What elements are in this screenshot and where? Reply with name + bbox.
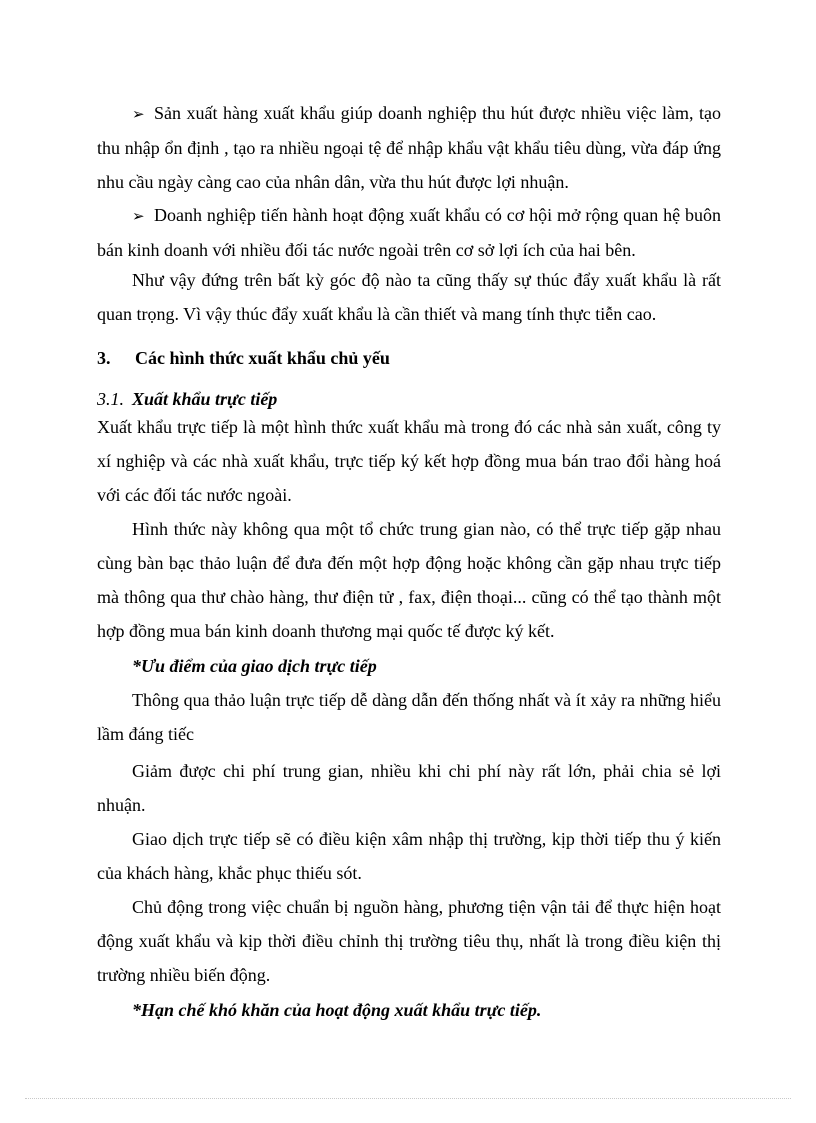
advantage-paragraph-3: Giao dịch trực tiếp sẽ có điều kiện xâm nhập thị trường, kịp thời tiếp thu ý kiến của khách hàng, khắc phục thiếu sót. — [97, 829, 721, 883]
advantages-heading: *Ưu điểm của giao dịch trực tiếp — [132, 656, 377, 676]
direct-export-definition: Xuất khẩu trực tiếp là một hình thức xuất khẩu mà trong đó các nhà sản xuất, công ty xí nghiệp và các nhà xuất khẩu, trực tiếp ký kết hợp đồng mua bán trao đổi hàng hoá với các đối tác nước ngoài. — [97, 417, 721, 505]
conclusion-paragraph: Như vậy đứng trên bất kỳ góc độ nào ta cũng thấy sự thúc đẩy xuất khẩu là rất quan trọng. Vì vậy thúc đẩy xuất khẩu là cần thiết và mang tính thực tiễn cao. — [97, 270, 721, 324]
advantage-paragraph-2: Giảm được chi phí trung gian, nhiều khi chi phí này rất lớn, phải chia sẻ lợi nhuận. — [97, 761, 721, 815]
advantage-paragraph-1: Thông qua thảo luận trực tiếp dễ dàng dẫn đến thống nhất và ít xảy ra những hiểu lầm đáng tiếc — [97, 690, 721, 744]
direct-export-form: Hình thức này không qua một tổ chức trung gian nào, có thể trực tiếp gặp nhau cùng bàn bạc thảo luận để đưa đến một hợp động hoặc không cần gặp nhau trực tiếp mà thông qua thư chào hàng, thư điện tử , fax, điện thoại... cũng có thể tạo thành một hợp đồng mua bán kinh doanh thương mại quốc tế được ký kết. — [97, 519, 721, 641]
section-3-1-number: 3.1. — [97, 389, 124, 409]
section-3-1-title: Xuất khẩu trực tiếp — [132, 389, 278, 409]
section-3-title: Các hình thức xuất khẩu chủ yếu — [135, 348, 390, 368]
bullet-text-2: Doanh nghiệp tiến hành hoạt động xuất khẩu có cơ hội mở rộng quan hệ buôn bán kinh doanh với nhiều đối tác nước ngoài trên cơ sở lợi ích của hai bên. — [97, 205, 721, 260]
section-3-heading — [97, 343, 721, 373]
page-bottom-divider — [25, 1098, 791, 1099]
arrow-bullet-icon: ➢ — [132, 207, 145, 225]
limitations-heading: *Hạn chế khó khăn của hoạt động xuất khẩu trực tiếp. — [132, 1000, 542, 1020]
bullet-paragraph-2 — [97, 198, 721, 267]
bullet-text-1: Sản xuất hàng xuất khẩu giúp doanh nghiệp thu hút được nhiều việc làm, tạo thu nhập ổn định , tạo ra nhiều ngoại tệ để nhập khẩu vật khẩu tiêu dùng, vừa đáp ứng nhu cầu ngày càng cao của nhân dân, vừa thu hút được lợi nhuận. — [97, 103, 721, 192]
arrow-bullet-icon: ➢ — [132, 105, 145, 123]
bullet-paragraph-1 — [97, 96, 721, 199]
section-3-number: 3. — [97, 348, 111, 368]
advantage-paragraph-4: Chủ động trong việc chuẩn bị nguồn hàng, phương tiện vận tải để thực hiện hoạt động xuất khẩu và kịp thời điều chỉnh thị trường tiêu thụ, nhất là trong điều kiện thị trường nhiều biến động. — [97, 897, 721, 985]
